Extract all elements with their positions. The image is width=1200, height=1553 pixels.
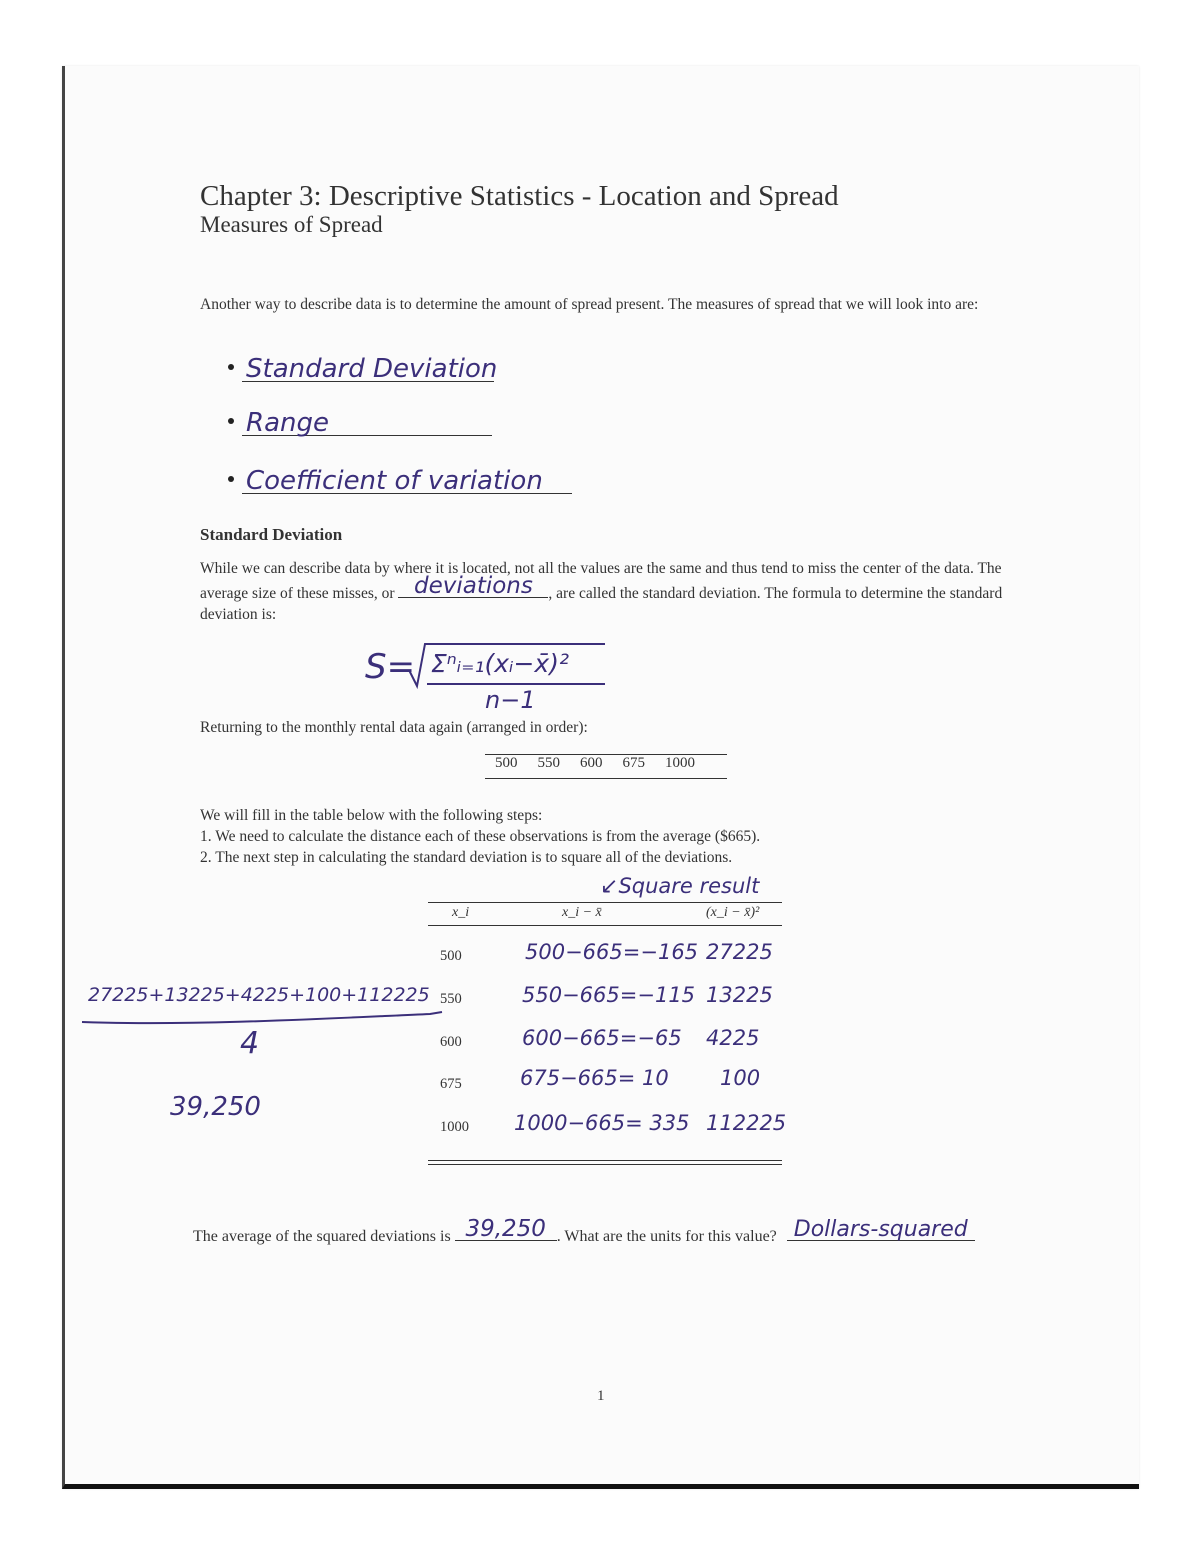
svg-text:n−1: n−1 xyxy=(485,686,536,710)
bullet-icon xyxy=(228,476,234,482)
deviation-answer: 500−665=−165 xyxy=(525,940,699,964)
average-question xyxy=(193,1216,975,1246)
squared-answer: 13225 xyxy=(706,983,773,1007)
side-work-numerator: 27225+13225+4225+100+112225 xyxy=(88,984,430,1006)
rental-data-table xyxy=(485,753,705,774)
handwritten-answer: Dollars-squared xyxy=(793,1217,968,1242)
rental-value: 550 xyxy=(537,755,560,771)
table-rule xyxy=(428,925,782,926)
side-work-denominator: 4 xyxy=(240,1026,260,1061)
squared-answer: 27225 xyxy=(706,940,773,964)
rental-value: 600 xyxy=(580,755,603,771)
intro-paragraph: Another way to describe data is to determine the amount of spread present. The measures of spread that we will look into are: xyxy=(200,296,979,313)
rental-intro: Returning to the monthly rental data again (arranged in order): xyxy=(200,719,588,736)
bullet-icon xyxy=(228,364,234,370)
table-row xyxy=(485,753,705,774)
table-rule xyxy=(428,902,782,903)
standard-deviation-paragraph xyxy=(200,558,1025,625)
xi-value: 600 xyxy=(440,1034,462,1050)
standard-deviation-heading: Standard Deviation xyxy=(200,525,343,544)
units-blank xyxy=(787,1217,975,1242)
fraction-bar xyxy=(78,1008,448,1038)
handwritten-answer: Range xyxy=(246,408,329,438)
handwritten-formula xyxy=(365,630,625,710)
rental-value: 500 xyxy=(495,755,518,771)
bullet-icon xyxy=(228,418,234,424)
steps-block xyxy=(200,805,760,868)
column-header: x_i − x̄ xyxy=(562,905,602,920)
xi-value: 550 xyxy=(440,991,462,1007)
deviation-answer: 550−665=−115 xyxy=(522,983,696,1007)
square-result-note xyxy=(600,874,759,899)
table-rule xyxy=(428,1164,782,1165)
question-text: . What are the units for this value? xyxy=(556,1228,777,1245)
xi-value: 675 xyxy=(440,1076,462,1092)
steps-intro: We will fill in the table below with the following steps: xyxy=(200,807,543,824)
arrow-icon: ↙ xyxy=(600,874,619,899)
rental-value: 1000 xyxy=(665,755,695,771)
paragraph-text: While we can describe data by where it is located, not all the values are the same and thus tend to miss the center of the data. The average size of these misses, or xyxy=(200,560,1002,602)
deviations-blank xyxy=(398,573,548,599)
paragraph-text: , are called the standard deviation. The formula to determine the standard deviation is: xyxy=(200,585,1003,623)
average-blank xyxy=(455,1216,557,1242)
svg-text:S=: S= xyxy=(365,647,416,687)
handwritten-answer: Standard Deviation xyxy=(246,354,498,384)
page-number: 1 xyxy=(597,1388,605,1404)
squared-answer: 112225 xyxy=(706,1111,787,1135)
deviation-answer: 1000−665= 335 xyxy=(514,1111,690,1135)
squared-answer: 4225 xyxy=(706,1026,760,1050)
column-header: x_i xyxy=(452,905,470,920)
step-1: 1. We need to calculate the distance each of these observations is from the average ($665). xyxy=(200,828,761,845)
rental-value: 675 xyxy=(622,755,645,771)
chapter-title: Chapter 3: Descriptive Statistics - Location and Spread xyxy=(200,180,839,212)
section-title: Measures of Spread xyxy=(200,212,383,237)
handwritten-answer: deviations xyxy=(413,573,533,599)
side-work-result: 39,250 xyxy=(170,1092,261,1122)
squared-answer: 100 xyxy=(720,1066,761,1090)
table-rule xyxy=(428,1160,782,1161)
xi-value: 500 xyxy=(440,948,462,964)
xi-value: 1000 xyxy=(440,1119,469,1135)
deviation-answer: 600−665=−65 xyxy=(522,1026,682,1050)
step-2: 2. The next step in calculating the standard deviation is to square all of the deviations. xyxy=(200,849,733,866)
handwritten-answer: Coefficient of variation xyxy=(246,466,543,496)
deviation-answer: 675−665= 10 xyxy=(520,1066,669,1090)
handwritten-answer: 39,250 xyxy=(465,1216,546,1242)
column-header: (x_i − x̄)² xyxy=(706,905,760,920)
question-text: The average of the squared deviations is xyxy=(193,1228,451,1245)
table-rule xyxy=(485,778,727,779)
note-text: Square result xyxy=(618,874,760,898)
svg-text:Σⁿᵢ₌₁(xᵢ−x̄)²: Σⁿᵢ₌₁(xᵢ−x̄)² xyxy=(431,649,569,678)
